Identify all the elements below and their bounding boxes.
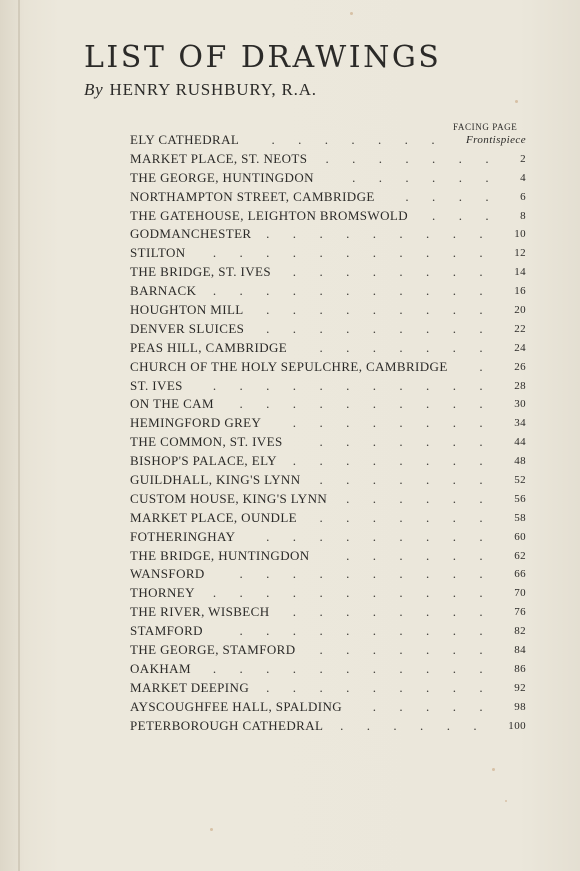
list-item [130,603,526,622]
list-item [130,131,526,150]
dot-leader: ........... [212,660,506,676]
list-item [130,433,526,452]
facing-page-number: 2 [520,152,526,165]
drawing-title: ELY CATHEDRAL [130,132,240,147]
facing-page-number: 26 [514,360,526,373]
list-item [130,282,526,301]
drawing-title: GODMANCHESTER [130,226,252,242]
facing-page-number: 24 [514,341,526,354]
drawing-title: FOTHERINGHAY [130,528,236,544]
drawing-title: THE BRIDGE, ST. IVES [130,264,272,280]
facing-page-number: 34 [514,417,526,430]
dot-leader: ........ [292,453,506,469]
facing-page-number: 56 [514,492,526,505]
list-item [130,679,526,698]
list-item [130,169,526,188]
list-item [130,414,526,433]
drawing-title: THE GATEHOUSE, LEIGHTON BROMSWOLD [130,207,408,223]
facing-page-number: 48 [514,455,526,468]
facing-page-number: 16 [514,285,526,298]
list-item [130,188,526,207]
facing-page-number: 52 [514,474,526,487]
drawing-title: THE BRIDGE, HUNTINGDON [130,547,310,563]
dot-leader: ...... [346,490,506,506]
drawing-title: HOUGHTON MILL [130,302,244,318]
dot-leader: ....... [319,509,506,525]
facing-page-number: 82 [514,625,526,638]
facing-page-number: 58 [514,511,526,524]
list-item [130,263,526,282]
list-item [130,395,526,414]
drawing-title: GUILDHALL, KING'S LYNN [130,472,301,488]
list-item [130,377,526,396]
drawing-title: THORNEY [130,585,195,601]
facing-page-number: 84 [514,644,526,657]
drawing-title: PETERBOROUGH CATHEDRAL [130,717,324,733]
list-item [130,660,526,679]
paper-speck [210,828,213,831]
byline [84,80,317,100]
drawing-title: ST. IVES [130,377,183,393]
dot-leader: ....... [319,642,506,658]
dot-leader: ........... [212,245,506,261]
facing-page-number: 20 [514,304,526,317]
paper-speck [515,100,518,103]
drawing-title: STAMFORD [130,623,203,639]
author-name: HENRY RUSHBURY, R.A. [109,80,317,99]
dot-leader: ......... [266,320,506,336]
dot-leader: ......... [266,302,506,318]
drawing-title: BARNACK [130,283,197,299]
list-item [130,547,526,566]
dot-leader: ....... [319,339,506,355]
dot-leader: ... [432,207,512,223]
facing-page-number: 76 [514,606,526,619]
drawing-title: WANSFORD [130,566,205,582]
facing-page-number: 22 [514,322,526,335]
page-fold [18,0,20,871]
list-item [130,509,526,528]
drawing-title: THE RIVER, WISBECH [130,604,270,620]
dot-leader: .......... [239,396,506,412]
paper-speck [492,768,495,771]
drawing-title: MARKET PLACE, OUNDLE [130,509,298,525]
drawing-title: AYSCOUGHFEE HALL, SPALDING [130,698,343,714]
facing-page-number: 60 [514,530,526,543]
list-item [130,717,526,736]
list-item [130,528,526,547]
dot-leader: ........... [212,585,506,601]
drawing-title: PEAS HILL, CAMBRIDGE [130,339,288,355]
drawing-title: MARKET PLACE, ST. NEOTS [130,150,308,166]
facing-page-header: FACING PAGE [453,122,518,132]
dot-leader: . [479,358,506,374]
facing-page-number: 6 [520,190,526,203]
dot-leader: ...... [346,547,506,563]
facing-page-number: 44 [514,436,526,449]
facing-page-number: 12 [514,247,526,260]
drawing-title: BISHOP'S PALACE, ELY [130,453,277,469]
list-item [130,225,526,244]
dot-leader: ......... [266,528,506,544]
list-item [130,490,526,509]
dot-leader: ...... [340,717,500,733]
dot-leader: .......... [239,566,506,582]
list-item [130,339,526,358]
list-item [130,358,526,377]
drawing-title: THE GEORGE, HUNTINGDON [130,169,314,185]
facing-page-number: 100 [508,719,526,732]
dot-leader: ......... [266,226,506,242]
facing-page-number: 92 [514,681,526,694]
list-item [130,622,526,641]
dot-leader: ....... [319,472,506,488]
list-item [130,244,526,263]
list-item [130,150,526,169]
dot-leader: ..... [372,698,506,714]
list-item [130,452,526,471]
dot-leader: ....... [325,150,512,166]
dot-leader: ...... [352,169,512,185]
drawing-title: DENVER SLUICES [130,320,245,336]
dot-leader: .......... [239,623,506,639]
drawings-list [130,131,526,736]
drawing-title: MARKET DEEPING [130,679,250,695]
drawing-title: OAKHAM [130,660,191,676]
facing-page-number: 62 [514,549,526,562]
drawing-title: CUSTOM HOUSE, KING'S LYNN [130,490,328,506]
facing-page-number: 98 [514,700,526,713]
dot-leader: ........... [212,283,506,299]
facing-page-number: 28 [514,379,526,392]
facing-page-number: Frontispiece [466,134,526,146]
facing-page-number: 14 [514,266,526,279]
list-item [130,641,526,660]
dot-leader: ........ [292,604,506,620]
dot-leader: ....... [271,132,458,147]
list-item [130,698,526,717]
drawing-title: HEMINGFORD GREY [130,415,262,431]
dot-leader: ........ [292,415,506,431]
list-item [130,471,526,490]
dot-leader: ....... [319,434,506,450]
list-item [130,207,526,226]
paper-speck [505,800,507,802]
drawing-title: NORTHAMPTON STREET, CAMBRIDGE [130,188,375,204]
facing-page-number: 8 [520,209,526,222]
dot-leader: ......... [266,679,506,695]
facing-page-number: 70 [514,587,526,600]
drawing-title: CHURCH OF THE HOLY SEPULCHRE, CAMBRIDGE [130,358,448,374]
list-item [130,301,526,320]
facing-page-number: 10 [514,228,526,241]
dot-leader: ........... [212,377,506,393]
facing-page-number: 66 [514,568,526,581]
dot-leader: .... [405,188,512,204]
facing-page-number: 4 [520,171,526,184]
drawing-title: THE COMMON, ST. IVES [130,434,283,450]
paper-speck [350,12,353,15]
drawing-title: THE GEORGE, STAMFORD [130,642,296,658]
facing-page-number: 86 [514,662,526,675]
list-item [130,565,526,584]
page-title: LIST OF DRAWINGS [84,40,442,75]
drawing-title: STILTON [130,245,186,261]
dot-leader: ........ [292,264,506,280]
drawing-title: ON THE CAM [130,396,214,412]
list-item [130,320,526,339]
facing-page-number: 30 [514,398,526,411]
byline-prefix: By [84,80,104,99]
list-item [130,584,526,603]
